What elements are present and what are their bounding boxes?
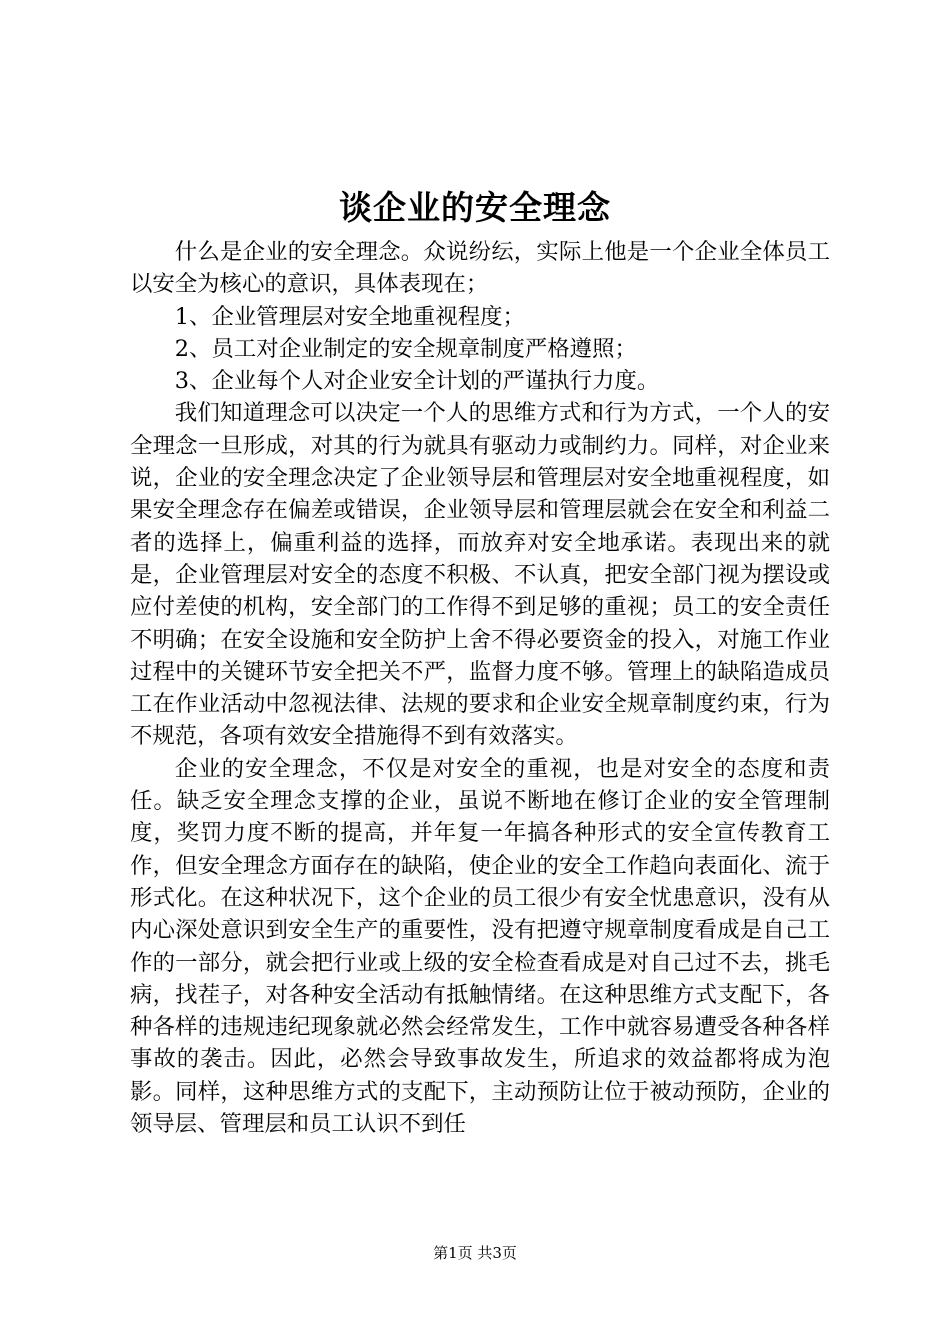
paragraph-intro: 什么是企业的安全理念。众说纷纭，实际上他是一个企业全体员工以安全为核心的意识，具体表现在； [130, 239, 830, 298]
paragraph-concept: 我们知道理念可以决定一个人的思维方式和行为方式，一个人的安全理念一旦形成，对其的行为就具有驱动力或制约力。同样，对企业来说，企业的安全理念决定了企业领导层和管理层对安全地重视程度，如果安全理念存在偏差或错误，企业领导层和管理层就会在安全和利益二者的选择上，偏重利益的选择，而放弃对安全地承诺。表现出来的就是，企业管理层对安全的态度不积极、不认真，把安全部门视为摆设或应付差使的机构，安全部门的工作得不到足够的重视；员工的安全责任不明确；在安全设施和安全防护上舍不得必要资金的投入，对施工作业过程中的关键环节安全把关不严，监督力度不够。管理上的缺陷造成员工在作业活动中忽视法律、法规的要求和企业安全规章制度约束，行为不规范，各项有效安全措施得不到有效落实。 [130, 400, 830, 750]
paragraph-attitude: 企业的安全理念，不仅是对安全的重视，也是对安全的态度和责任。缺乏安全理念支撑的企业，虽说不断地在修订企业的安全管理制度，奖罚力度不断的提高，并年复一年搞各种形式的安全宣传教育工作，但安全理念方面存在的缺陷，使企业的安全工作趋向表面化、流于形式化。在这种状况下，这个企业的员工很少有安全忧患意识，没有从内心深处意识到安全生产的重要性，没有把遵守规章制度看成是自己工作的一部分，就会把行业或上级的安全检查看成是对自己过不去，挑毛病，找茬子，对各种安全活动有抵触情绪。在这种思维方式支配下，各种各样的违规违纪现象就必然会经常发生，工作中就容易遭受各种各样事故的袭击。因此，必然会导致事故发生，所追求的效益都将成为泡影。同样，这种思维方式的支配下，主动预防让位于被动预防，企业的领导层、管理层和员工认识不到任 [130, 755, 830, 1138]
list-item-2: 2、员工对企业制定的安全规章制度严格遵照； [174, 335, 637, 362]
document-body [130, 236, 830, 1140]
document-title: 谈企业的安全理念 [339, 188, 611, 227]
list-item-1: 1、企业管理层对安全地重视程度； [174, 303, 525, 330]
list-item-3: 3、企业每个人对企业安全计划的严谨执行力度。 [174, 368, 660, 395]
page-footer: 第1页 共3页 [433, 1244, 517, 1262]
